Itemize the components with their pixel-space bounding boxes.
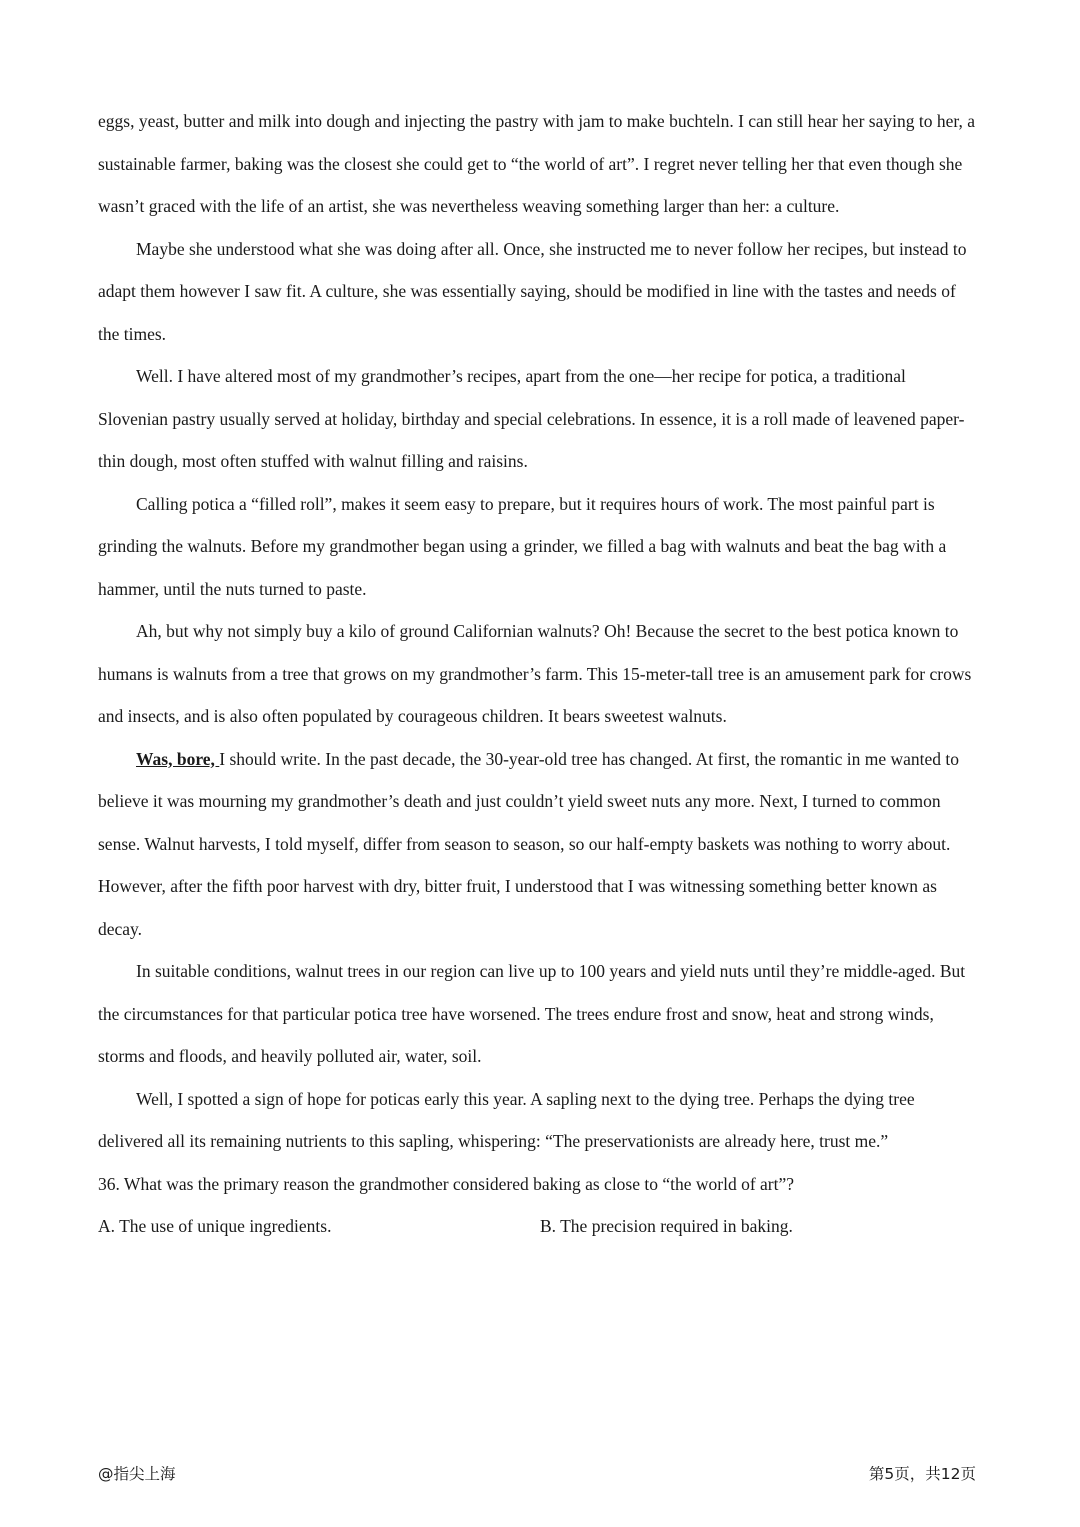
paragraph-continuation: eggs, yeast, butter and milk into dough and injecting the pastry with jam to make buchteln. I can still hear her saying to her, a sustainable farmer, baking was the closest she could get to “the world of art”. I regret never telling her that even though she wasn’t graced with the life of an artist, she was nevertheless weaving something larger than her: a culture. [98, 111, 975, 216]
paragraph-conditions: In suitable conditions, walnut trees in our region can live up to 100 years and yield nuts until they’re middle-aged. But the circumstances for that particular potica tree have worsened. The trees endure frost and snow, heat and strong winds, storms and floods, and heavily polluted air, water, soil. [98, 961, 966, 1066]
paragraph-filled-roll: Calling potica a “filled roll”, makes it seem easy to prepare, but it requires hours of work. The most painful part is grinding the walnuts. Before my grandmother began using a grinder, we filled a bag with walnuts and beat the bag with a hammer, until the nuts turned to paste. [98, 493, 947, 599]
footer-page-number: 第5页，共12页 [868, 1465, 976, 1483]
footer-source: @指尖上海 [98, 1465, 176, 1483]
emphasis-was-bore: Was, bore, [136, 748, 220, 769]
question-36-options [98, 1205, 978, 1248]
document-page [98, 100, 978, 1248]
option-b: B. The precision required in baking. [540, 1216, 793, 1236]
page-footer [98, 1462, 976, 1484]
paragraph-adapt-recipes: Maybe she understood what she was doing after all. Once, she instructed me to never follow her recipes, but instead to adapt them however I saw fit. A culture, she was essentially saying, should be modified in line with the tastes and needs of the times. [98, 238, 967, 344]
paragraph-sapling: Well, I spotted a sign of hope for poticas early this year. A sapling next to the dying tree. Perhaps the dying tree delivered all its remaining nutrients to this sapling, whispering: “The preservationists are already here, trust me.” [98, 1088, 915, 1151]
option-a: A. The use of unique ingredients. [98, 1216, 332, 1236]
paragraph-potica-intro: Well. I have altered most of my grandmother’s recipes, apart from the one—her recipe for potica, a traditional Slovenian pastry usually served at holiday, birthday and special celebrations. In essence, it is a roll made of leavened paper-thin dough, most often stuffed with walnut filling and raisins. [98, 366, 965, 471]
question-36-stem: 36. What was the primary reason the grandmother considered baking as close to “the world of art”? [98, 1173, 795, 1194]
paragraph-decay-text: I should write. In the past decade, the 30-year-old tree has changed. At first, the romantic in me wanted to believe it was mourning my grandmother’s death and just couldn’t yield sweet nuts any more. Next, I turned to common sense. Walnut harvests, I told myself, differ from season to season, so our half-empty baskets was nothing to worry about. However, after the fifth poor harvest with dry, bitter fruit, I understood that I was witnessing something better known as decay. [98, 748, 960, 939]
paragraph-walnut-tree: Ah, but why not simply buy a kilo of ground Californian walnuts? Oh! Because the secret to the best potica known to humans is walnuts from a tree that grows on my grandmother’s farm. This 15-meter-tall tree is an amusement park for crows and insects, and is also often populated by courageous children. It bears sweetest walnuts. [98, 621, 972, 726]
paragraph-decay [98, 738, 978, 951]
